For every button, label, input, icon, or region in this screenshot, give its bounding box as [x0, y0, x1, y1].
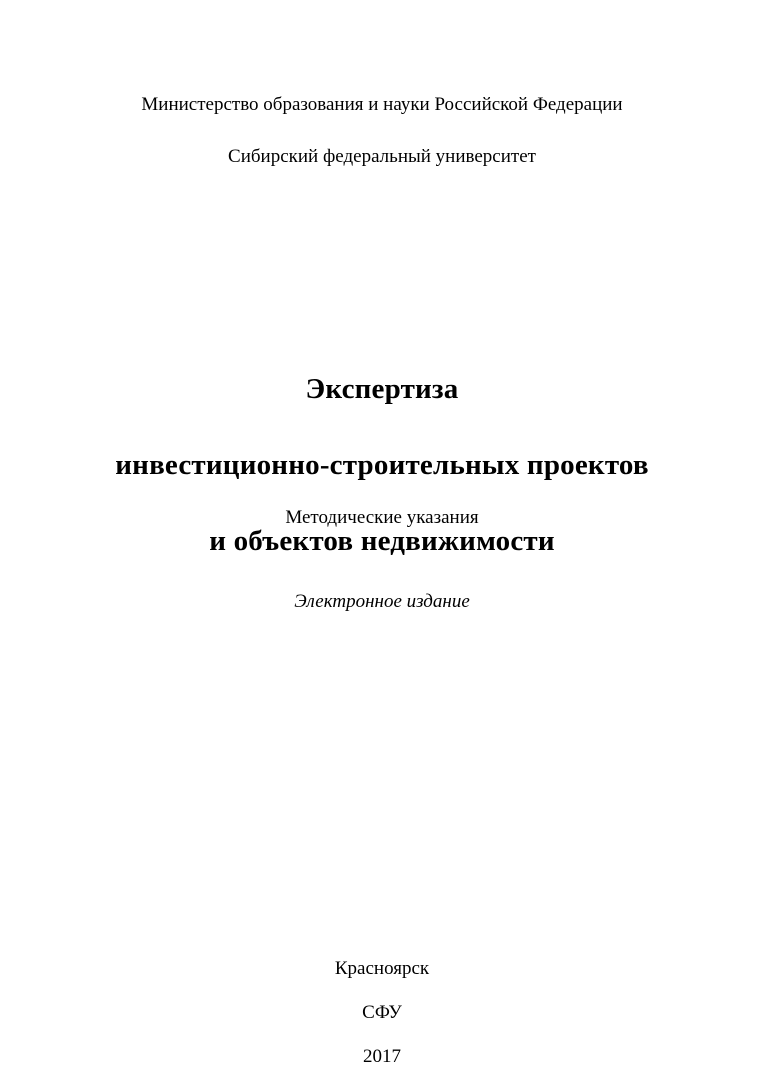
imprint-publisher: СФУ [362, 1002, 402, 1023]
imprint-city: Красноярск [334, 958, 430, 979]
imprint-year: 2017 [363, 1046, 401, 1067]
document-title [0, 332, 764, 598]
ministry-header [0, 66, 764, 196]
university-line: Сибирский федеральный университет [228, 146, 536, 167]
document-subtitle: Методические указания [285, 507, 479, 528]
ministry-line: Министерство образования и науки Российской Федерации [141, 94, 623, 115]
imprint [0, 936, 764, 1080]
edition-note: Электронное издание [294, 591, 470, 612]
title-line-2: инвестиционно-строительных проектов [115, 449, 649, 481]
title-line-3: и объектов недвижимости [209, 525, 555, 557]
title-line-1: Экспертиза [305, 373, 459, 405]
